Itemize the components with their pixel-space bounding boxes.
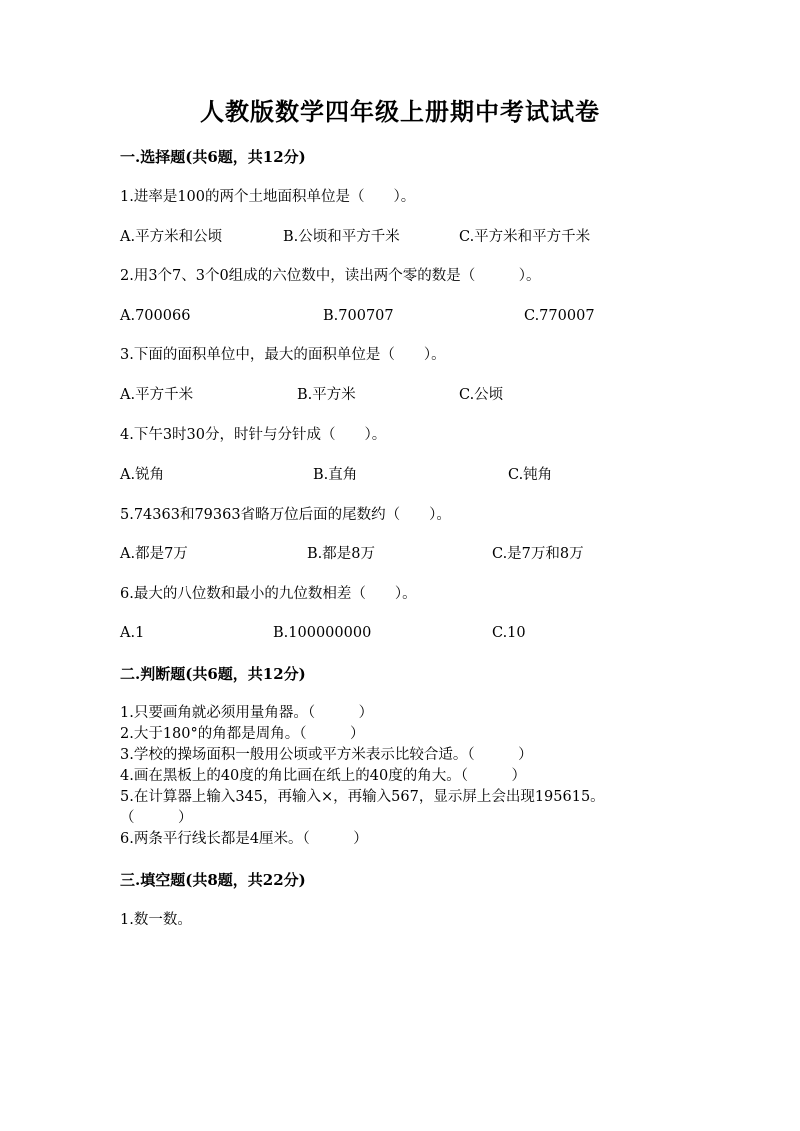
section-heading-choice: 一.选择题(共6题，共12分) <box>120 148 306 166</box>
page-title: 人教版数学四年级上册期中考试试卷 <box>200 97 600 126</box>
option-a: A.锐角 <box>120 467 165 483</box>
option-c: C.770007 <box>524 308 595 324</box>
option-c: C.钝角 <box>508 467 553 483</box>
option-c: C.公顷 <box>459 387 504 403</box>
question-text: 4.下午3时30分，时针与分针成（ ）。 <box>120 427 387 443</box>
judgment-item: 1.只要画角就必须用量角器。（ ） <box>120 705 374 721</box>
judgment-item: 4.画在黑板上的40度的角比画在纸上的40度的角大。（ ） <box>120 768 526 784</box>
option-b: B.平方米 <box>297 387 356 403</box>
question-text: 1.数一数。 <box>120 912 192 928</box>
option-c: C.10 <box>492 625 526 641</box>
section-heading-fill-blank: 三.填空题(共8题，共22分) <box>120 871 306 889</box>
option-b: B.公顷和平方千米 <box>283 229 400 245</box>
option-c: C.是7万和8万 <box>492 546 584 562</box>
option-b: B.100000000 <box>273 625 372 641</box>
question-text: 5.74363和79363省略万位后面的尾数约（ ）。 <box>120 507 451 523</box>
option-b: B.都是8万 <box>307 546 375 562</box>
question-text: 2.用3个7、3个0组成的六位数中，读出两个零的数是（ ）。 <box>120 268 541 284</box>
judgment-item: 6.两条平行线长都是4厘米。（ ） <box>120 831 368 847</box>
question-text: 1.进率是100的两个土地面积单位是（ ）。 <box>120 189 416 205</box>
option-a: A.平方千米 <box>120 387 194 403</box>
option-c: C.平方米和平方千米 <box>459 229 591 245</box>
option-b: B.直角 <box>313 467 358 483</box>
judgment-item: 5.在计算器上输入345，再输入×，再输入567，显示屏上会出现195615。 <box>120 789 605 805</box>
option-b: B.700707 <box>323 308 394 324</box>
question-text: 3.下面的面积单位中，最大的面积单位是（ ）。 <box>120 347 446 363</box>
question-text: 6.最大的八位数和最小的九位数相差（ ）。 <box>120 586 417 602</box>
judgment-item: 3.学校的操场面积一般用公顷或平方米表示比较合适。（ ） <box>120 747 533 763</box>
judgment-item: 2.大于180°的角都是周角。（ ） <box>120 726 365 742</box>
option-a: A.1 <box>120 625 145 641</box>
option-a: A.700066 <box>120 308 191 324</box>
option-a: A.都是7万 <box>120 546 188 562</box>
option-a: A.平方米和公顷 <box>120 229 223 245</box>
judgment-item-continuation: （ ） <box>120 810 193 826</box>
section-heading-judgment: 二.判断题(共6题，共12分) <box>120 665 306 683</box>
